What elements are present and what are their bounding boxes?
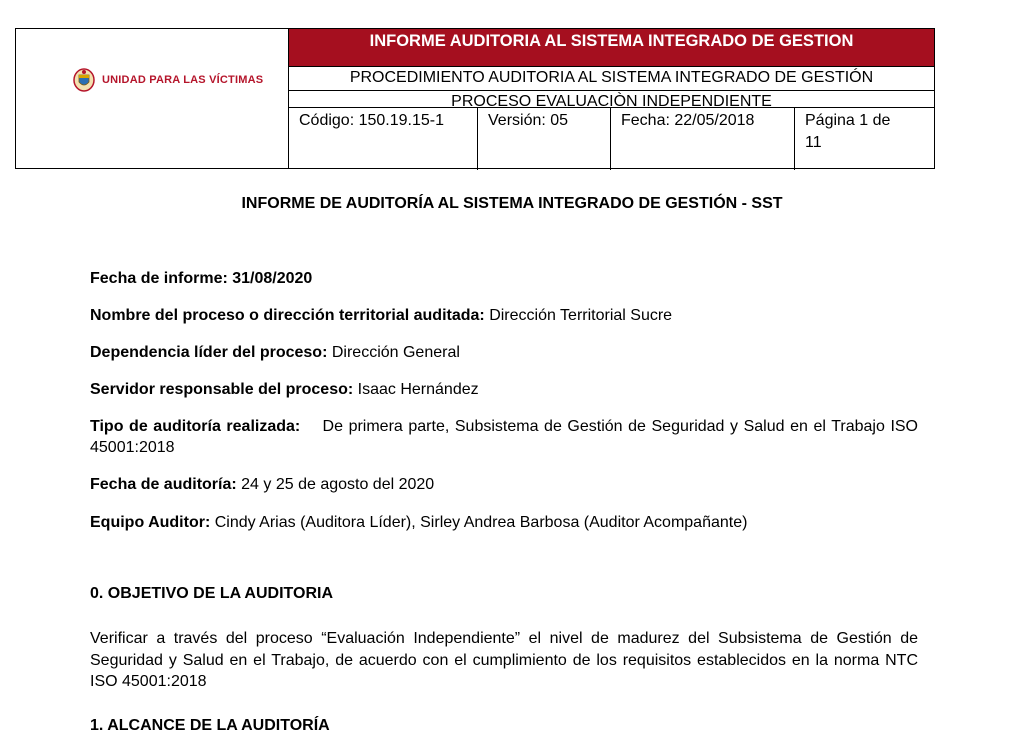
field-value: Dirección Territorial Sucre	[484, 307, 673, 324]
document-title: INFORME DE AUDITORÍA AL SISTEMA INTEGRADO DE GESTIÓN - SST	[241, 195, 783, 212]
page-number	[794, 108, 934, 170]
field-audit-date	[90, 474, 918, 495]
field-responsible-servant	[90, 379, 918, 400]
document-code: Código: 150.19.15-1	[299, 112, 444, 129]
section-objective-heading: 0. OBJETIVO DE LA AUDITORIA	[90, 585, 333, 602]
page-number-line1: Página 1 de	[805, 112, 891, 129]
procedure-name: PROCEDIMIENTO AUDITORIA AL SISTEMA INTEGRADO DE GESTIÓN	[289, 66, 934, 90]
document-date: Fecha: 22/05/2018	[610, 108, 794, 170]
report-header-title: INFORME AUDITORIA AL SISTEMA INTEGRADO DE GESTION	[289, 29, 934, 66]
field-value: 24 y 25 de agosto del 2020	[236, 476, 435, 493]
section-scope-heading: 1. ALCANCE DE LA AUDITORÍA	[90, 717, 330, 734]
field-audit-type	[90, 416, 923, 458]
field-value: Cindy Arias (Auditora Líder), Sirley Andrea Barbosa (Auditor Acompañante)	[210, 514, 748, 531]
document-codes-row	[289, 107, 934, 169]
section-objective-text: Verificar a través del proceso “Evaluación Independiente” el nivel de madurez del Subsistema de Gestión de Seguridad y Salud en el Trabajo, de acuerdo con el cumplimiento de los requisitos establecidos en la norma NTC ISO 45001:2018	[90, 630, 918, 690]
field-label: Fecha de informe: 31/08/2020	[90, 270, 313, 287]
page-number-line2: 11	[805, 134, 822, 151]
field-label: Tipo de auditoría realizada:	[90, 418, 301, 435]
field-label: Dependencia líder del proceso:	[90, 344, 328, 361]
field-lead-dependency	[90, 342, 918, 363]
coat-of-arms-icon	[72, 67, 96, 93]
field-label: Servidor responsable del proceso:	[90, 381, 354, 398]
field-audited-process	[90, 305, 918, 326]
field-value: Dirección General	[327, 344, 460, 361]
field-label: Fecha de auditoría:	[90, 476, 237, 493]
logo-text: UNIDAD PARA LAS VÍCTIMAS	[102, 74, 264, 86]
document-version: Versión: 05	[477, 108, 610, 170]
field-label: Nombre del proceso o dirección territorial auditada:	[90, 307, 485, 324]
field-value: Isaac Hernández	[353, 381, 479, 398]
field-report-date	[90, 268, 918, 289]
logo-cell	[15, 28, 289, 169]
process-name: PROCESO EVALUACIÒN INDEPENDIENTE	[289, 90, 934, 107]
field-value: De primera parte, Subsistema de Gestión de Seguridad y Salud en el Trabajo ISO 45001:2018	[90, 418, 923, 456]
header-table	[288, 28, 935, 169]
field-audit-team	[90, 512, 918, 533]
field-label: Equipo Auditor:	[90, 514, 211, 531]
unidad-victimas-logo	[72, 67, 263, 93]
